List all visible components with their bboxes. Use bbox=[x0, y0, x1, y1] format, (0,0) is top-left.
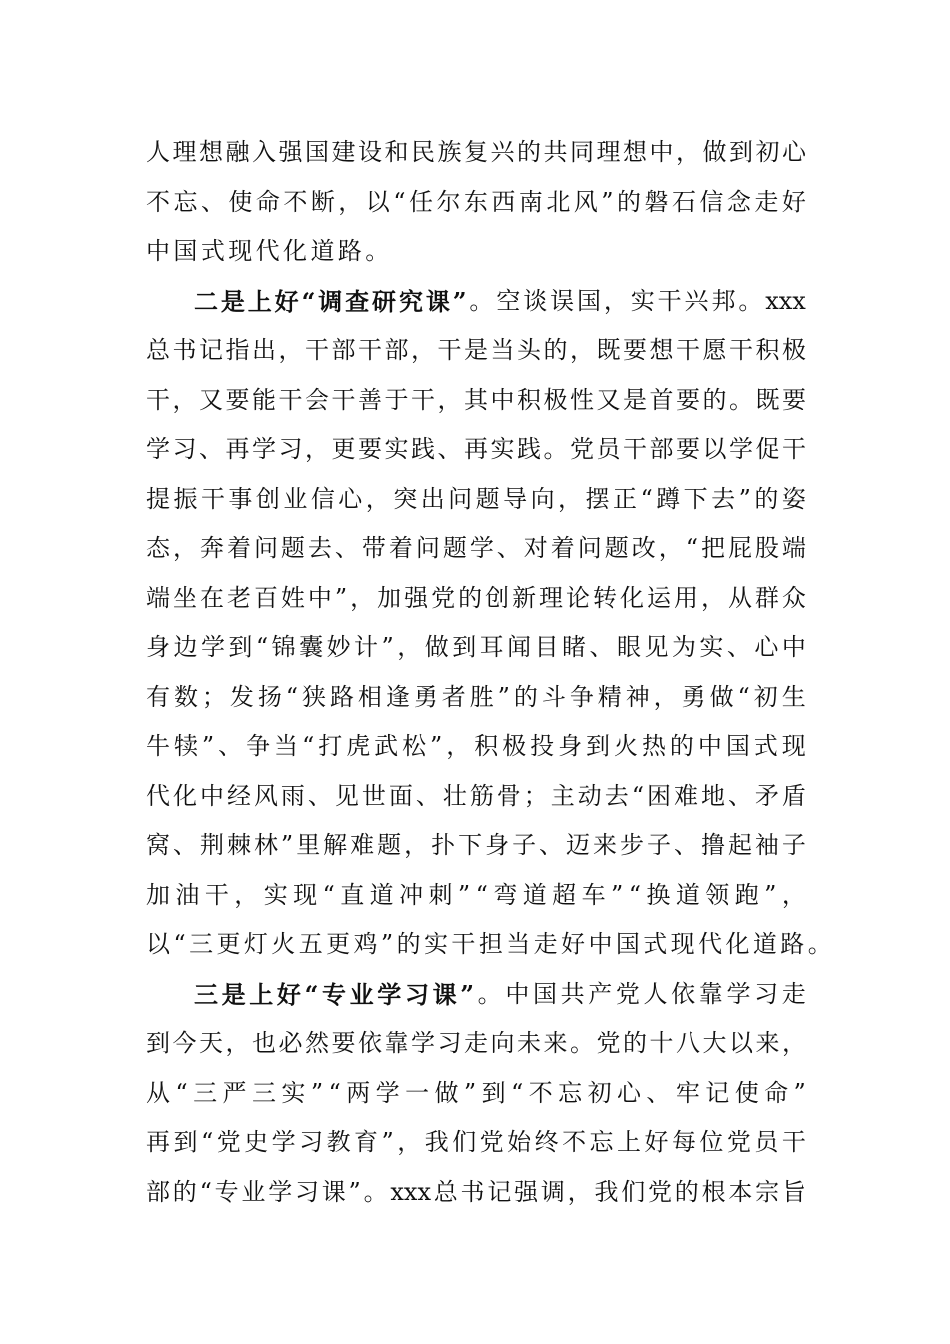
text-line: 牛 犊 ” 、 争 当 “ 打 虎 武 松 ” ， 积 极 投 身 到 火 热 的 中 国 式 现 bbox=[146, 732, 806, 760]
text-line: 到 今 天 ， 也 必 然 要 依 靠 学 习 走 向 未 来 。 党 的 十 八 大 以 来 ， bbox=[146, 1029, 806, 1057]
text-line: 以 “ 三 更 灯 火 五 更 鸡 ” 的 实 干 担 当 走 好 中 国 式 现 代 化 道 路 。 bbox=[146, 930, 836, 958]
text-line: 人 理 想 融 入 强 国 建 设 和 民 族 复 兴 的 共 同 理 想 中 ， 做 到 初 心 bbox=[146, 138, 806, 166]
text-line: 不 忘 、 使 命 不 断 ， 以 “ 任 尔 东 西 南 北 风 ” 的 磐 石 信 念 走 好 bbox=[146, 187, 806, 216]
text-line: 窝 、 荆 棘 林 ” 里 解 难 题 ， 扑 下 身 子 、 迈 来 步 子 、 撸 起 袖 子 bbox=[146, 831, 806, 859]
text-line: 二 是 上 好 “ 调 查 研 究 课 ” 。 空 谈 误 国 ， 实 干 兴 邦 。 xxx bbox=[194, 286, 806, 316]
text-line: 提 振 干 事 创 业 信 心 ， 突 出 问 题 导 向 ， 摆 正 “ 蹲 下 去 ” 的 姿 bbox=[146, 484, 806, 513]
text-line: 态 ， 奔 着 问 题 去 、 带 着 问 题 学 、 对 着 问 题 改 ， “ 把 屁 股 端 bbox=[146, 534, 806, 562]
text-line: 端 坐 在 老 百 姓 中 ” ， 加 强 党 的 创 新 理 论 转 化 运 用 ， 从 群 众 bbox=[146, 583, 806, 612]
document-body bbox=[146, 128, 836, 1217]
text-line: 干 ， 又 要 能 干 会 干 善 于 干 ， 其 中 积 极 性 又 是 首 要 的 。 既 要 bbox=[146, 385, 806, 414]
text-line: 总 书 记 指 出 ， 干 部 干 部 ， 干 是 当 头 的 ， 既 要 想 干 愿 干 积 极 bbox=[146, 336, 806, 364]
text-line: 加 油 干 ， 实 现 “ 直 道 冲 刺 ” “ 弯 道 超 车 ” “ 换 道 领 跑 ” ， bbox=[146, 880, 806, 909]
text-line: 再 到 “ 党 史 学 习 教 育 ” ， 我 们 党 始 终 不 忘 上 好 每 位 党 员 干 bbox=[146, 1128, 806, 1156]
text-line: 学 习 、 再 学 习 ， 更 要 实 践 、 再 实 践 。 党 员 干 部 要 以 学 促 干 bbox=[146, 435, 806, 463]
text-line: 部 的 “ 专 业 学 习 课 ” 。 xxx 总 书 记 强 调 ， 我 们 党 的 根 本 宗 旨 bbox=[146, 1177, 806, 1206]
text-line: 三 是 上 好 “ 专 业 学 习 课 ” 。 中 国 共 产 党 人 依 靠 学 习 走 bbox=[194, 979, 806, 1009]
text-line: 从 “ 三 严 三 实 ” “ 两 学 一 做 ” 到 “ 不 忘 初 心 、 牢 记 使 命 ” bbox=[146, 1078, 806, 1107]
text-line: 有 数 ； 发 扬 “ 狭 路 相 逢 勇 者 胜 ” 的 斗 争 精 神 ， 勇 做 “ 初 生 bbox=[146, 682, 806, 711]
text-line: 中 国 式 现 代 化 道 路 。 bbox=[146, 237, 393, 265]
text-line: 代 化 中 经 风 雨 、 见 世 面 、 壮 筋 骨 ； 主 动 去 “ 困 难 地 、 矛 盾 bbox=[146, 781, 806, 810]
text-line: 身 边 学 到 “ 锦 囊 妙 计 ” ， 做 到 耳 闻 目 睹 、 眼 见 为 实 、 心 中 bbox=[146, 633, 806, 661]
